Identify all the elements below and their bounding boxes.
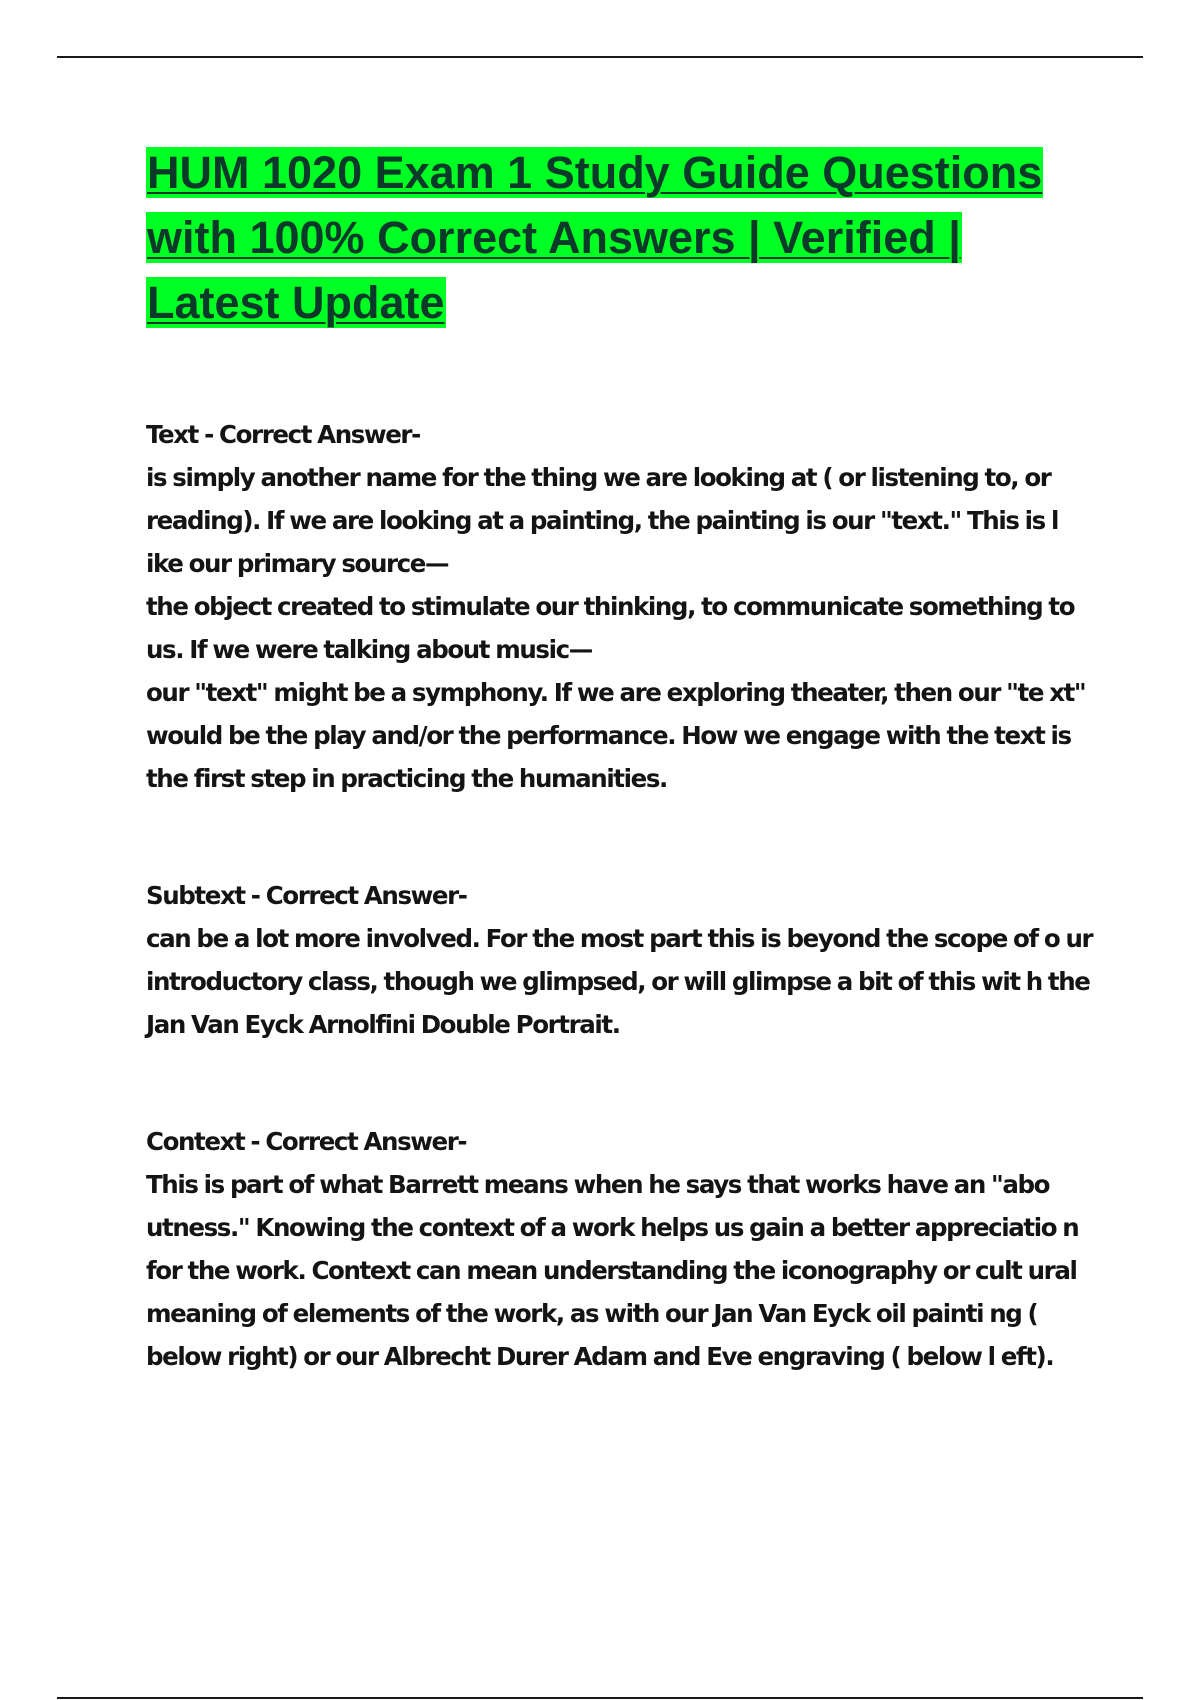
qa-entry-text (146, 413, 1096, 800)
document-title (146, 140, 1096, 335)
qa-list (146, 413, 1099, 1378)
document-body (146, 140, 1099, 1452)
title-highlight: HUM 1020 Exam 1 Study Guide Questions with 100% Correct Answers | Verified | Latest Update (147, 147, 1043, 328)
entry-definition: can be a lot more involved. For the most part this is beyond the scope of o ur introductory class, though we glimpsed, or will glimpse a bit of this wit h the Jan Van Eyck Arnolfini Double Portrait. (146, 924, 1099, 1039)
bottom-rule (57, 1697, 1143, 1699)
qa-entry-subtext (146, 874, 1099, 1046)
entry-term: Subtext - Correct Answer- (146, 881, 467, 910)
top-rule (57, 56, 1143, 58)
entry-definition: is simply another name for the thing we are looking at ( or listening to, or reading). If we are looking at a painting, the painting is our "text." This is l ike our primary source— the object created to stimulate our thinking, to communicate something to us. If we were talking about music— our "text" might be a symphony. If we are exploring theater, then our "te xt" would be the play and/or the performance. How we engage with the text is the first step in practicing the humanities. (146, 463, 1086, 793)
qa-entry-context (146, 1120, 1096, 1378)
entry-term: Context - Correct Answer- (146, 1127, 467, 1156)
entry-term: Text - Correct Answer- (146, 420, 420, 449)
entry-definition: This is part of what Barrett means when he says that works have an "abo utness." Knowing the context of a work helps us gain a better appreciatio n for the work. Context can mean understanding the iconography or cult ural meaning of elements of the work, as with our Jan Van Eyck oil painti ng ( below right) or our Albrecht Durer Adam and Eve engraving ( below l eft). (146, 1170, 1085, 1371)
